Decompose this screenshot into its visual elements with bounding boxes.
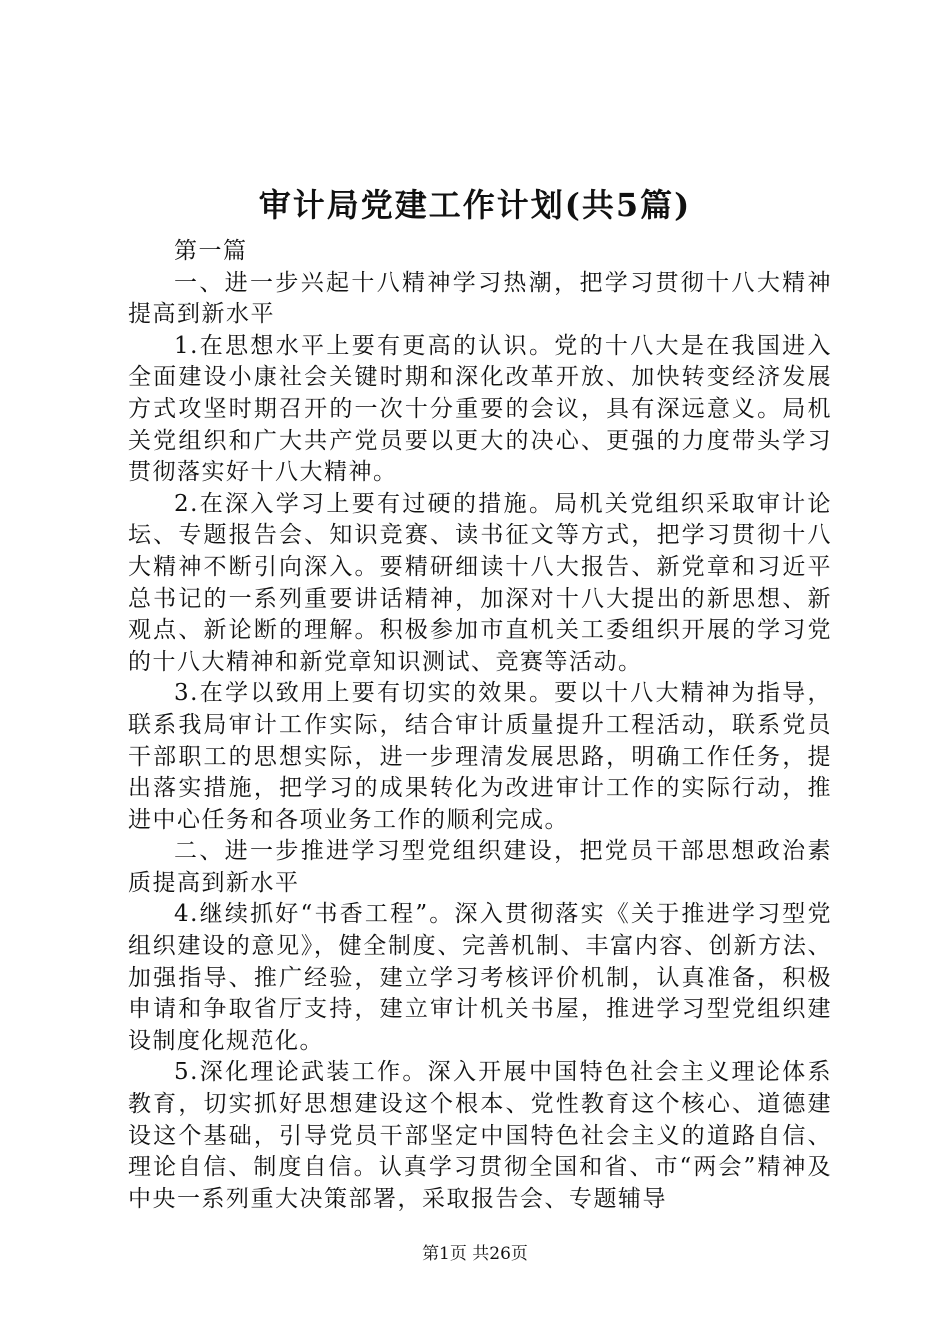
body-paragraph: 1.在思想水平上要有更高的认识。党的十八大是在我国进入全面建设小康社会关键时期和深化改革开放、加快转变经济发展方式攻坚时期召开的一次十分重要的会议，具有深远意义。局机关党组织和广大共产党员要以更大的决心、更强的力度带头学习贯彻落实好十八大精神。 [128,332,832,486]
document-title: 审计局党建工作计划(共5篇) [258,186,692,224]
body-paragraph: 3.在学以致用上要有切实的效果。要以十八大精神为指导，联系我局审计工作实际，结合审计质量提升工程活动，联系党员干部职工的思想实际，进一步理清发展思路，明确工作任务，提出落实措施，把学习的成果转化为改进审计工作的实际行动，推进中心任务和各项业务工作的顺利完成。 [128,680,832,833]
body-paragraph: 2.在深入学习上要有过硬的措施。局机关党组织采取审计论坛、专题报告会、知识竞赛、读书征文等方式，把学习贯彻十八大精神不断引向深入。要精研细读十八大报告、新党章和习近平总书记的一系列重要讲话精神，加深对十八大提出的新思想、新观点、新论断的理解。积极参加市直机关工委组织开展的学习党的十八大精神和新党章知识测试、竞赛等活动。 [128,490,832,675]
page-footer: 第1页 共26页 [422,1244,528,1264]
part-heading: 一、进一步兴起十八精神学习热潮，把学习贯彻十八大精神提高到新水平 [128,269,832,328]
section-heading: 第一篇 [174,238,248,264]
document-body [128,236,832,1215]
body-paragraph: 4.继续抓好“书香工程”。深入贯彻落实《关于推进学习型党组织建设的意见》，健全制度、完善机制、丰富内容、创新方法、加强指导、推广经验，建立学习考核评价机制，认真准备，积极申请和争取省厅支持，建立审计机关书屋，推进学习型党组织建设制度化规范化。 [128,901,832,1054]
body-paragraph: 5.深化理论武装工作。深入开展中国特色社会主义理论体系教育，切实抓好思想建设这个根本、党性教育这个核心、道德建设这个基础，引导党员干部坚定中国特色社会主义的道路自信、理论自信、制度自信。认真学习贯彻全国和省、市“两会”精神及中央一系列重大决策部署，采取报告会、专题辅导 [128,1059,832,1212]
part-heading: 二、进一步推进学习型党组织建设，把党员干部思想政治素质提高到新水平 [128,838,832,896]
